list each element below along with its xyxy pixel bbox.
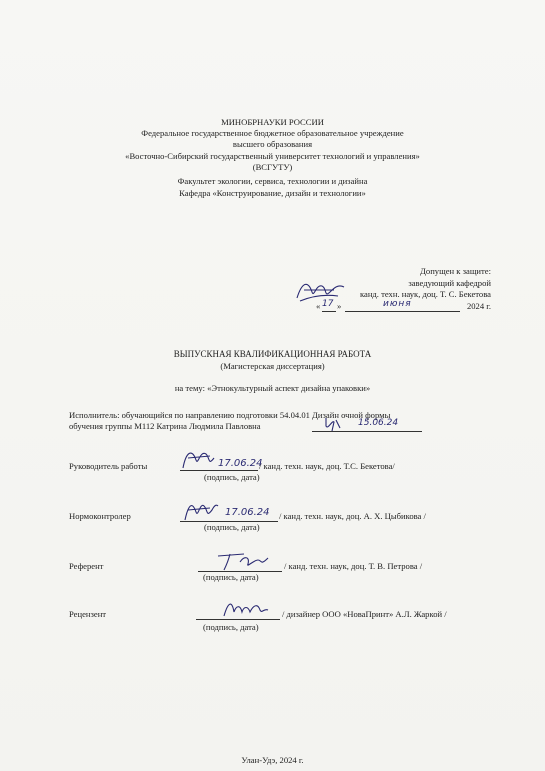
normcontroller-signature bbox=[182, 496, 220, 524]
supervisor-caption: (подпись, дата) bbox=[204, 472, 260, 482]
approval-line-3: канд. техн. наук, доц. Т. С. Бекетова bbox=[359, 289, 491, 299]
performer-line-2: обучения группы М112 Катрина Людмила Павловна bbox=[69, 421, 261, 431]
work-subtitle: (Магистерская диссертация) bbox=[220, 361, 325, 371]
performer-handwritten-date: 15.06.24 bbox=[358, 418, 399, 428]
approval-signature bbox=[294, 278, 346, 304]
approval-month-handwritten: июня bbox=[383, 299, 412, 309]
reviewer-signature bbox=[220, 596, 270, 620]
performer-signature bbox=[322, 416, 344, 432]
normcontroller-caption: (подпись, дата) bbox=[204, 522, 260, 532]
reviewer-caption: (подпись, дата) bbox=[203, 622, 259, 632]
institution-line-1: Федеральное государственное бюджетное образовательное учреждение bbox=[141, 128, 404, 138]
university-name: «Восточно-Сибирский государственный университет технологий и управления» bbox=[125, 151, 420, 161]
institution-line-2: высшего образования bbox=[232, 139, 313, 149]
approval-day-underline bbox=[322, 311, 336, 312]
work-title: ВЫПУСКНАЯ КВАЛИФИКАЦИОННАЯ РАБОТА bbox=[173, 349, 372, 359]
referent-label: Референт bbox=[69, 561, 104, 571]
reviewer-label: Рецензент bbox=[69, 609, 107, 619]
university-abbreviation: (ВСГУТУ) bbox=[252, 162, 293, 172]
footer-city-year: Улан-Удэ, 2024 г. bbox=[241, 755, 304, 765]
normcontroller-label: Нормоконтролер bbox=[69, 511, 131, 521]
faculty-name: Факультет экологии, сервиса, технологии и дизайна bbox=[177, 176, 368, 186]
supervisor-label: Руководитель работы bbox=[69, 461, 148, 471]
supervisor-signature bbox=[180, 446, 218, 472]
approval-quote-close: » bbox=[337, 301, 342, 311]
approval-line-1: Допущен к защите: bbox=[420, 266, 491, 276]
approval-year: 2024 г. bbox=[466, 301, 491, 311]
ministry-name: МИНОБРНАУКИ РОССИИ bbox=[221, 117, 324, 127]
referent-person: / канд. техн. наук, доц. Т. В. Петрова / bbox=[284, 561, 423, 571]
department-name: Кафедра «Конструирование, дизайн и технологии» bbox=[179, 188, 366, 198]
approval-line-2: заведующий кафедрой bbox=[408, 278, 491, 288]
approval-day-handwritten: 17 bbox=[322, 299, 334, 309]
work-topic: на тему: «Этнокультурный аспект дизайна упаковки» bbox=[174, 383, 371, 393]
normcontroller-person: / канд. техн. наук, доц. А. Х. Цыбикова / bbox=[279, 511, 426, 521]
supervisor-handwritten-date: 17.06.24 bbox=[218, 458, 263, 469]
normcontroller-handwritten-date: 17.06.24 bbox=[225, 507, 270, 518]
referent-caption: (подпись, дата) bbox=[203, 572, 259, 582]
reviewer-person: / дизайнер ООО «НоваПринт» А.Л. Жаркой / bbox=[282, 609, 447, 619]
approval-quote-open: « bbox=[316, 301, 321, 311]
approval-month-underline bbox=[345, 311, 460, 312]
supervisor-person: / канд. техн. наук, доц. Т.С. Бекетова/ bbox=[259, 461, 395, 471]
referent-signature bbox=[214, 548, 272, 572]
performer-line-1: Исполнитель: обучающийся по направлению подготовки 54.04.01 Дизайн очной формы bbox=[69, 410, 391, 420]
